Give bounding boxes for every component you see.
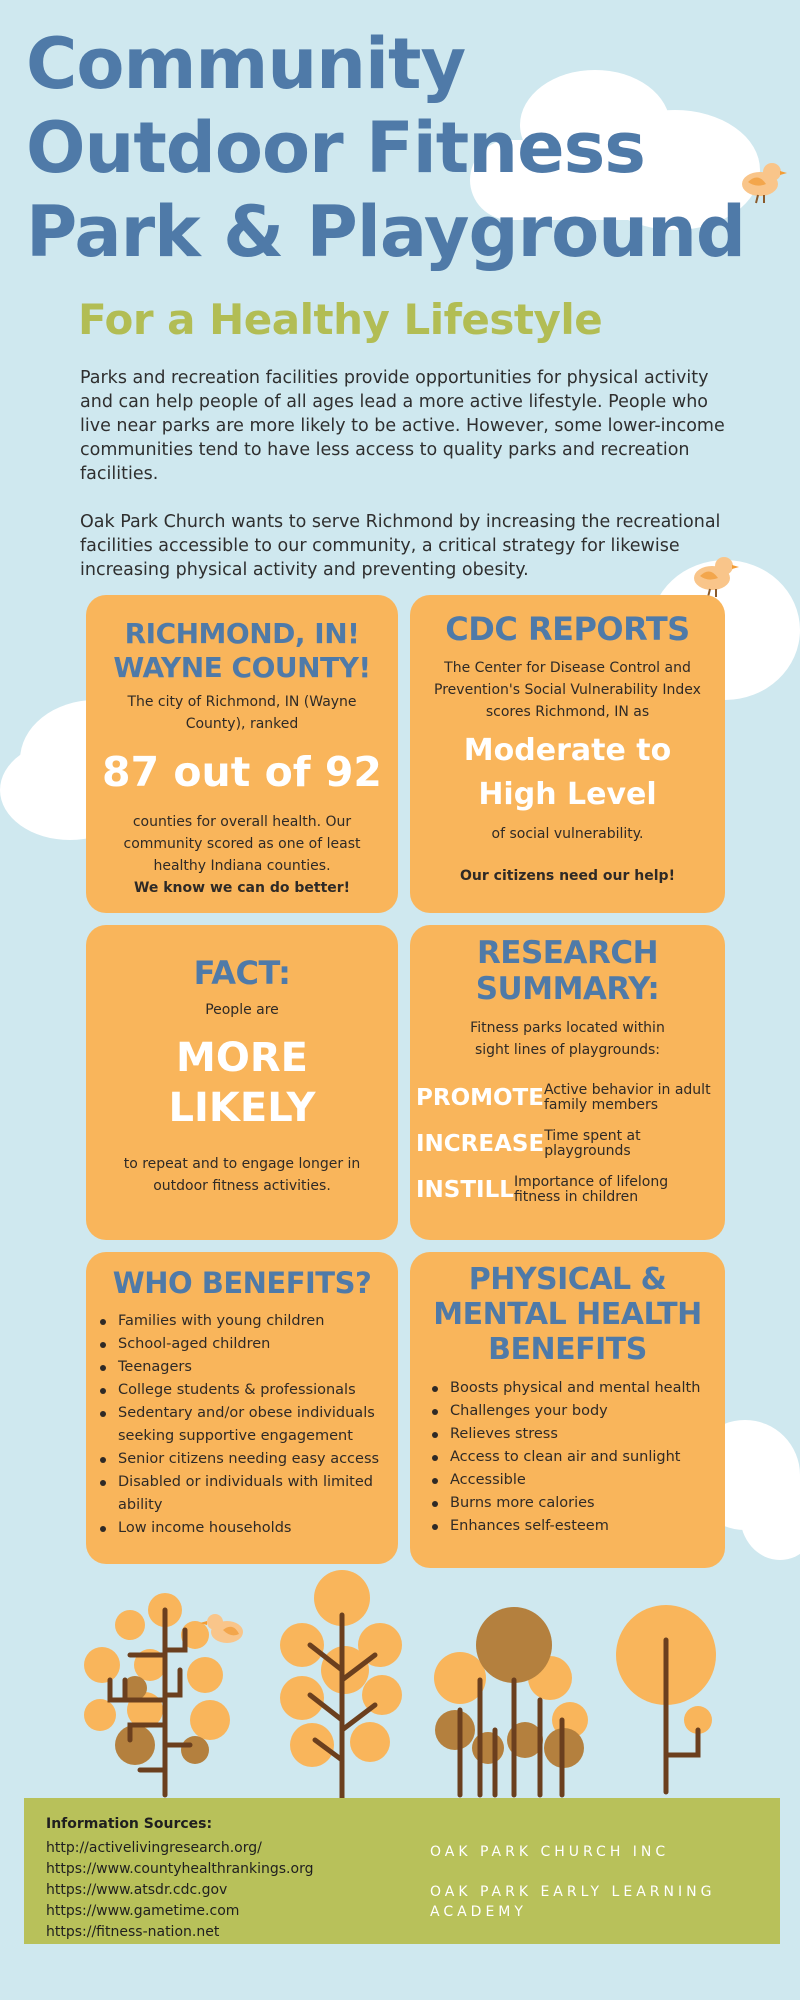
who-heading: WHO BENEFITS?	[112, 1266, 372, 1300]
richmond-callout: We know we can do better!	[133, 880, 351, 896]
list-item: Disabled or individuals with limited ability	[98, 1471, 388, 1517]
fact-card	[86, 925, 398, 1240]
richmond-text-1: The city of Richmond, IN (Wayne County), ranked	[127, 694, 357, 732]
source-link[interactable]: https://www.countyhealthrankings.org	[46, 1861, 314, 1877]
fact-text-2: to repeat and to engage longer in outdoor fitness activities.	[123, 1156, 361, 1194]
list-item: Relieves stress	[430, 1423, 715, 1446]
fact-heading: FACT:	[193, 954, 291, 992]
research-keyword: INCREASE	[416, 1131, 545, 1157]
source-link[interactable]: https://www.atsdr.cdc.gov	[46, 1882, 228, 1898]
richmond-ranking: 87 out of 92	[102, 748, 382, 796]
cdc-callout: Our citizens need our help!	[460, 868, 675, 884]
list-item: Accessible	[430, 1469, 715, 1492]
who-list	[98, 1310, 388, 1540]
list-item: Sedentary and/or obese individuals seeking supportive engagement	[98, 1402, 388, 1448]
research-heading	[410, 935, 725, 1007]
source-link[interactable]: http://activelivingresearch.org/	[46, 1840, 262, 1856]
list-item: Families with young children	[98, 1310, 388, 1333]
sources-list	[46, 1838, 313, 1943]
research-desc: Time spent at playgrounds	[544, 1128, 641, 1159]
title-line-1: Community	[26, 23, 466, 105]
research-card	[410, 925, 725, 1240]
research-item	[416, 1175, 716, 1205]
health-heading	[410, 1262, 725, 1367]
cdc-text-2: of social vulnerability.	[491, 826, 644, 842]
richmond-heading-line-1: RICHMOND, IN!	[124, 617, 360, 650]
org-name-academy: OAK PARK EARLY LEARNING ACADEMY	[430, 1884, 716, 1920]
richmond-card	[86, 595, 398, 913]
tree-icon	[70, 1570, 770, 1810]
research-desc: Importance of lifelong fitness in children	[513, 1174, 669, 1205]
page-subtitle: For a Healthy Lifestyle	[78, 295, 603, 344]
intro-paragraph-2: Oak Park Church wants to serve Richmond by increasing the recreational facilities accessible to our community, a critical strategy for likewise increasing physical activity and preventing obesity.	[80, 512, 721, 580]
list-item: Senior citizens needing easy access	[98, 1448, 388, 1471]
list-item: Access to clean air and sunlight	[430, 1446, 715, 1469]
list-item: Low income households	[98, 1517, 388, 1540]
list-item: Burns more calories	[430, 1492, 715, 1515]
title-line-3: Park & Playground	[26, 191, 746, 273]
health-heading-line-3: BENEFITS	[488, 1332, 647, 1367]
list-item: Enhances self-esteem	[430, 1515, 715, 1538]
richmond-heading-line-2: WAYNE COUNTY!	[113, 651, 371, 684]
page-title	[26, 22, 786, 274]
research-text: Fitness parks located within sight lines of playgrounds:	[470, 1020, 665, 1058]
research-keyword: PROMOTE	[416, 1085, 544, 1111]
org-name-church: OAK PARK CHURCH INC	[430, 1844, 670, 1860]
research-heading-line-1: RESEARCH	[476, 935, 659, 971]
title-line-2: Outdoor Fitness	[26, 107, 645, 189]
research-item	[416, 1083, 716, 1113]
fact-more-likely	[86, 1033, 398, 1133]
cdc-level-line-2: High Level	[478, 777, 657, 812]
research-heading-line-2: SUMMARY:	[475, 971, 660, 1007]
health-heading-line-2: MENTAL HEALTH	[433, 1297, 702, 1332]
sources-title: Information Sources:	[46, 1816, 213, 1832]
fact-big-line-2: LIKELY	[168, 1085, 316, 1131]
cdc-card	[410, 595, 725, 913]
list-item: Boosts physical and mental health	[430, 1377, 715, 1400]
list-item: Teenagers	[98, 1356, 388, 1379]
who-benefits-card	[86, 1252, 398, 1564]
richmond-heading	[86, 617, 398, 685]
cdc-level	[410, 729, 725, 817]
source-link[interactable]: https://www.gametime.com	[46, 1903, 240, 1919]
fact-big-line-1: MORE	[176, 1035, 308, 1081]
fact-text-1: People are	[205, 1002, 279, 1018]
footer	[24, 1798, 780, 1944]
cdc-text-1: The Center for Disease Control and Prevention's Social Vulnerability Index scores Richmond, IN as	[434, 660, 701, 720]
research-keyword: INSTILL	[416, 1177, 514, 1203]
cdc-level-line-1: Moderate to	[463, 733, 672, 768]
list-item: College students & professionals	[98, 1379, 388, 1402]
research-desc: Active behavior in adult family members	[543, 1082, 711, 1113]
cdc-heading: CDC REPORTS	[445, 610, 690, 648]
source-link[interactable]: https://fitness-nation.net	[46, 1924, 220, 1940]
health-heading-line-1: PHYSICAL &	[468, 1262, 667, 1297]
health-list	[430, 1377, 715, 1538]
intro-paragraph-1: Parks and recreation facilities provide opportunities for physical activity and can help people of all ages lead a more active lifestyle. People who live near parks are more likely to be active. However, some lower-income communities tend to have less access to quality parks and recreation facilities.	[80, 368, 725, 484]
list-item: School-aged children	[98, 1333, 388, 1356]
list-item: Challenges your body	[430, 1400, 715, 1423]
health-benefits-card	[410, 1252, 725, 1568]
research-item	[416, 1129, 716, 1159]
richmond-text-2: counties for overall health. Our community scored as one of least healthy Indiana counties.	[123, 814, 361, 874]
